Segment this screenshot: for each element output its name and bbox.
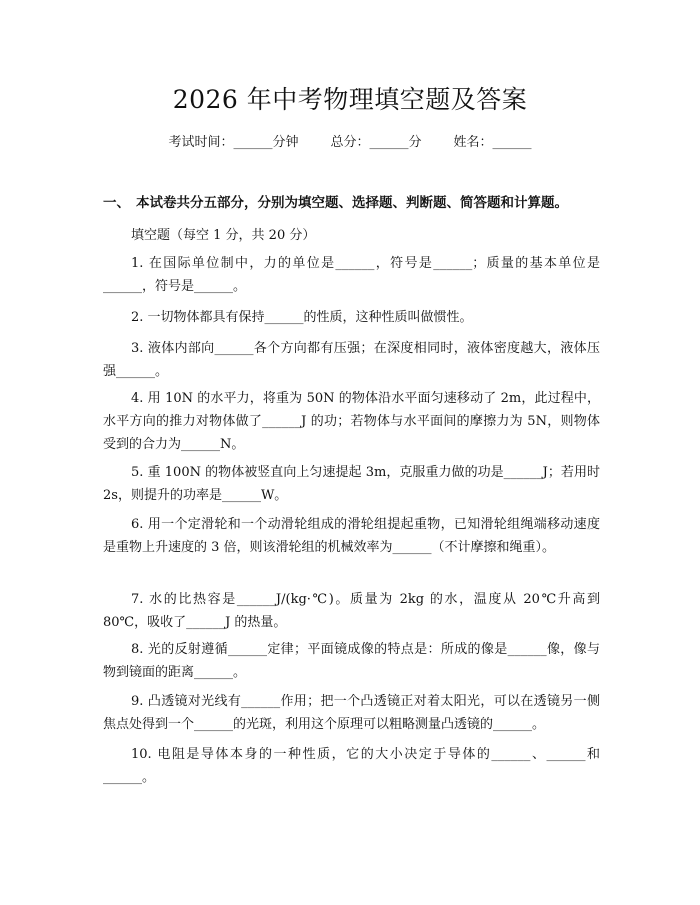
exam-time-field: 考试时间：______分钟 [168, 135, 299, 150]
fill-in-blank-subheading: 填空题（每空 1 分，共 20 分） [131, 228, 316, 243]
section-number: 一、 [103, 195, 130, 211]
question-5: 5. 重 100N 的物体被竖直向上匀速提起 3m，克服重力做的功是______J；若用时 2s，则提升的功率是______W。 [103, 465, 600, 503]
section-text: 本试卷共分五部分，分别为填空题、选择题、判断题、简答题和计算题。 [136, 195, 568, 211]
question-9: 9. 凸透镜对光线有______作用；把一个凸透镜正对着太阳光，可以在透镜另一侧焦点处得到一个______的光斑，利用这个原理可以粗略测量凸透镜的______。 [103, 694, 600, 732]
student-name-field: 姓名：______ [453, 135, 532, 150]
total-score-field: 总分：______分 [330, 135, 422, 150]
question-4: 4. 用 10N 的水平力，将重为 50N 的物体沿水平面匀速移动了 2m，此过程中，水平方向的推力对物体做了______J 的功；若物体与水平面间的摩擦力为 5N，则物体受到的合力为______N。 [103, 391, 600, 452]
question-8: 8. 光的反射遵循______定律；平面镜成像的特点是：所成的像是______像，像与物到镜面的距离______。 [103, 642, 600, 680]
question-2: 2. 一切物体都具有保持______的性质，这种性质叫做惯性。 [131, 310, 473, 325]
question-6: 6. 用一个定滑轮和一个动滑轮组成的滑轮组提起重物，已知滑轮组绳端移动速度是重物上升速度的 3 倍，则该滑轮组的机械效率为______（不计摩擦和绳重）。 [103, 517, 600, 555]
question-7: 7. 水的比热容是______J/(kg·℃)。质量为 2kg 的水，温度从 20℃升高到 80℃，吸收了______J 的热量。 [103, 592, 600, 630]
document-title: 2026 年中考物理填空题及答案 [172, 85, 528, 114]
section-heading [103, 191, 603, 211]
exam-info-line [0, 131, 700, 150]
question-3: 3. 液体内部向______各个方向都有压强；在深度相同时，液体密度越大，液体压强______。 [103, 341, 600, 379]
question-10: 10. 电阻是导体本身的一种性质，它的大小决定于导体的______、______和______。 [103, 747, 600, 785]
question-1: 1. 在国际单位制中，力的单位是______，符号是______；质量的基本单位是______，符号是______。 [103, 256, 600, 294]
